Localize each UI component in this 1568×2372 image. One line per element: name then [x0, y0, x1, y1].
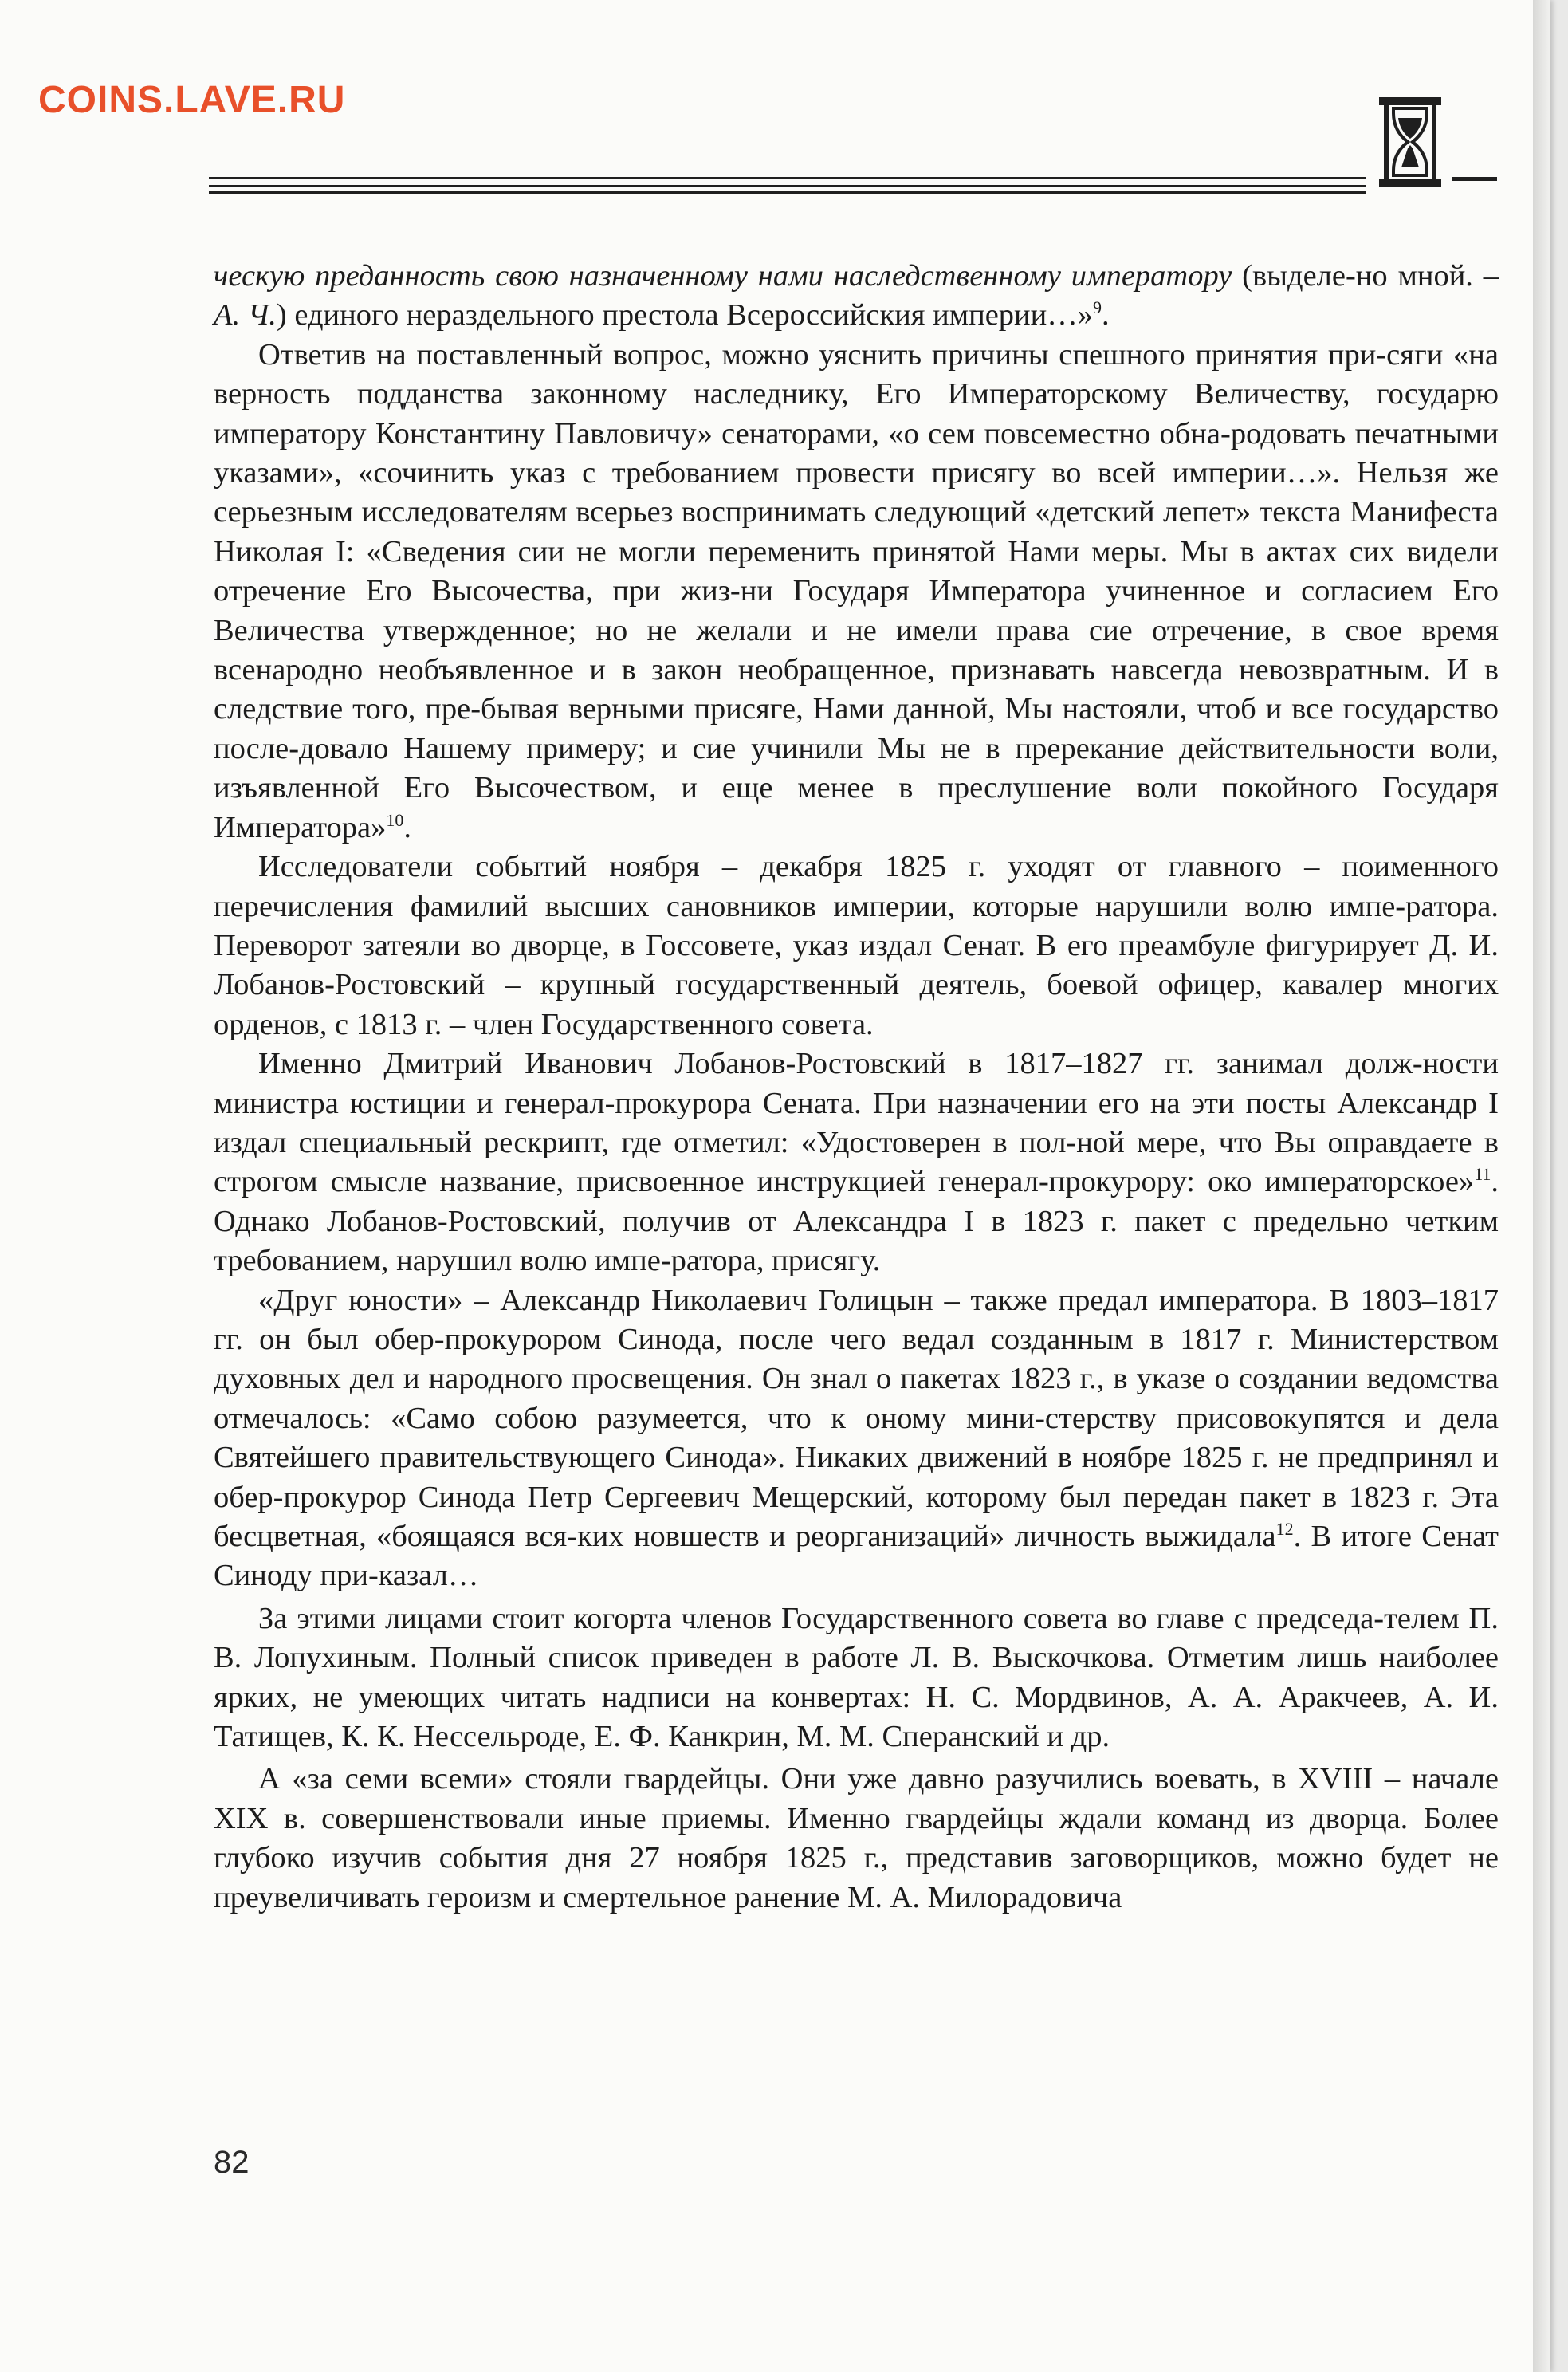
footnote-ref[interactable]: 12: [1275, 1519, 1294, 1540]
header-rule-tail: [1452, 177, 1497, 181]
text-run: Именно Дмитрий Иванович Лобанов-Ростовский в 1817–1827 гг. занимал долж-ности министра юстиции и генерал-прокурора Сената. При назначении его на эти посты Александр I издал специальный рескрипт, где отметил: «Удостоверен в пол-ной мере, что Вы оправдаете в строгом смысле название, присвоенное инструкцией генерал-прокурору: око императорское»: [214, 1047, 1499, 1199]
header-rule-middle: [209, 185, 1366, 187]
page-edge-shadow: [1533, 0, 1550, 2372]
header-rule-bottom: [209, 191, 1366, 194]
text-run: . В итоге Сенат Синоду при-казал…: [214, 1520, 1499, 1593]
paragraph-3: [214, 848, 1499, 1044]
paragraph-5: [214, 1281, 1499, 1596]
text-run: (выделе-но мной. –: [1232, 259, 1499, 293]
text-run: .: [1102, 298, 1110, 332]
text-run: . Однако Лобанов-Ростовский, получив от Александра I в 1823 г. пакет с предельно четким требованием, нарушил волю импе-ратора, присягу.: [214, 1165, 1499, 1278]
italic-lead: ческую преданность свою назначенному нами наследственному императору: [214, 259, 1232, 293]
text-run: За этими лицами стоит когорта членов Государственного совета во главе с председа-телем П. В. Лопухиным. Полный список приведен в работе Л. В. Выскочкова. Отметим лишь наиболее ярких, не умеющих читать надписи на конвертах: Н. С. Мордвинов, А. А. Аракчеев, А. И. Татищев, К. К. Нессельроде, Е. Ф. Канкрин, М. М. Сперанский и др.: [214, 1601, 1499, 1754]
text-run: .: [403, 810, 411, 844]
footnote-ref[interactable]: 11: [1474, 1164, 1491, 1185]
paragraph-7: [214, 1760, 1499, 1918]
text-run: «Друг юности» – Александр Николаевич Голицын – также предал императора. В 1803–1817 гг. он был обер-прокурором Синода, после чего ведал созданным в 1817 г. Министерством духовных дел и народного просвещения. Он знал о пакетах 1823 г., в указе о создании ведомства отмечалось: «Само собою разумеется, что к оному мини-стерству присовокупятся и дела Святейшего правительствующего Синода». Никаких движений в ноябре 1825 г. не предпринял и обер-прокурор Синода Петр Сергеевич Мещерский, которому был передан пакет в 1823 г. Эта бесцветная, «боящаяся вся-ких новшеств и реорганизаций» личность выжидала: [214, 1283, 1499, 1553]
paragraph-2: [214, 336, 1499, 848]
paragraph-1: [214, 257, 1499, 336]
text-run: Исследователи событий ноября – декабря 1825 г. уходят от главного – поименного перечисления фамилий высших сановников империи, которые нарушили волю импе-ратора. Переворот затеяли во дворце, в Госсовете, указ издал Сенат. В его преамбуле фигурирует Д. И. Лобанов-Ростовский – крупный государственный деятель, боевой офицер, кавалер многих орденов, с 1813 г. – член Государственного совета.: [214, 850, 1499, 1041]
footnote-ref[interactable]: 10: [386, 809, 404, 830]
paragraph-6: [214, 1599, 1499, 1757]
text-run: А «за семи всеми» стояли гвардейцы. Они уже давно разучились воевать, в XVIII – начале XIX в. совершенствовали иные приемы. Именно гвардейцы ждали команд из дворца. Более глубоко изучив события дня 27 ноября 1825 г., представив заговорщиков, можно будет не преувеличивать героизм и смертельное ранение М. А. Милорадовича: [214, 1762, 1499, 1914]
text-run: ) единого нераздельного престола Всероссийския империи…»: [276, 298, 1093, 332]
paragraph-4: [214, 1044, 1499, 1280]
page-number: 82: [214, 2145, 250, 2180]
footnote-ref[interactable]: 9: [1093, 297, 1102, 318]
author-initials: А. Ч.: [214, 298, 277, 332]
body-text: [214, 257, 1499, 1918]
header-rule-top: [209, 177, 1366, 179]
watermark: COINS.LAVE.RU: [38, 79, 346, 121]
text-run: Ответив на поставленный вопрос, можно уяснить причины спешного принятия при-сяги «на верность подданства законному наследнику, Его Императорскому Величеству, государю императору Константину Павловичу» сенаторами, «о сем повсеместно обна-родовать печатными указами», «сочинить указ с требованием провести присягу во всей империи…». Нельзя же серьезным исследователям всерьез воспринимать следующий «детский лепет» текста Манифеста Николая I: «Сведения сии не могли переменить принятой Нами меры. Мы в актах сих видели отречение Его Высочества, при жиз-ни Государя Императора учиненное и согласием Его Величества утвержденное; но не желали и не имели права сие отречение, в свое время всенародно необъявленное и в закон необращенное, признавать навсегда невозвратным. И в следствие того, пре-бывая верными присяге, Нами данной, Мы настояли, чтоб и все государство после-довало Нашему примеру; и сие учинили Мы не в пререкание действительности воли, изъявленной Его Высочеством, и еще менее в преслушение воли покойного Государя Императора»: [214, 337, 1499, 844]
hourglass-icon: [1377, 96, 1443, 188]
